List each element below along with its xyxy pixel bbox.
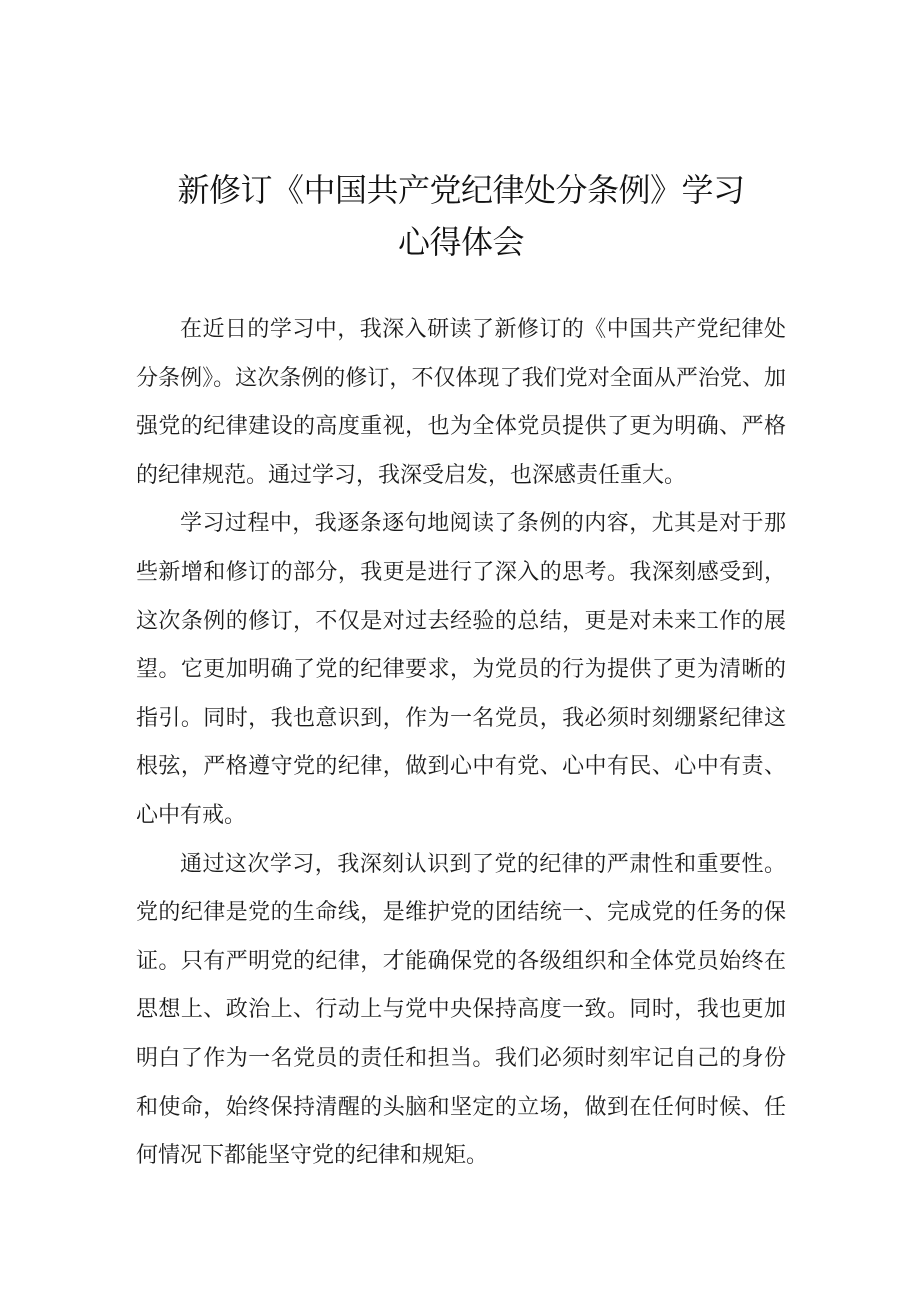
document-title (136, 164, 786, 268)
title-line-2: 心得体会 (397, 223, 524, 261)
paragraph-3: 通过这次学习，我深刻认识到了党的纪律的严肃性和重要性。党的纪律是党的生命线，是维护党的团结统一、完成党的任务的保证。只有严明党的纪律，才能确保党的各级组织和全体党员始终在思想上、政治上、行动上与党中央保持高度一致。同时，我也更加明白了作为一名党员的责任和担当。我们必须时刻牢记自己的身份和使命，始终保持清醒的头脑和坚定的立场，做到在任何时候、任何情况下都能坚守党的纪律和规矩。 (136, 851, 786, 1169)
paragraph-1: 在近日的学习中，我深入研读了新修订的《中国共产党纪律处分条例》。这次条例的修订，不仅体现了我们党对全面从严治党、加强党的纪律建设的高度重视，也为全体党员提供了更为明确、严格的纪律规范。通过学习，我深受启发，也深感责任重大。 (136, 317, 786, 488)
document-body (136, 306, 786, 1181)
paragraph-2: 学习过程中，我逐条逐句地阅读了条例的内容，尤其是对于那些新增和修订的部分，我更是进行了深入的思考。我深刻感受到，这次条例的修订，不仅是对过去经验的总结，更是对未来工作的展望。它更加明确了党的纪律要求，为党员的行为提供了更为清晰的指引。同时，我也意识到，作为一名党员，我必须时刻绷紧纪律这根弦，严格遵守党的纪律，做到心中有党、心中有民、心中有责、心中有戒。 (136, 511, 786, 828)
title-line-1: 新修订《中国共产党纪律处分条例》学习 (177, 171, 745, 209)
